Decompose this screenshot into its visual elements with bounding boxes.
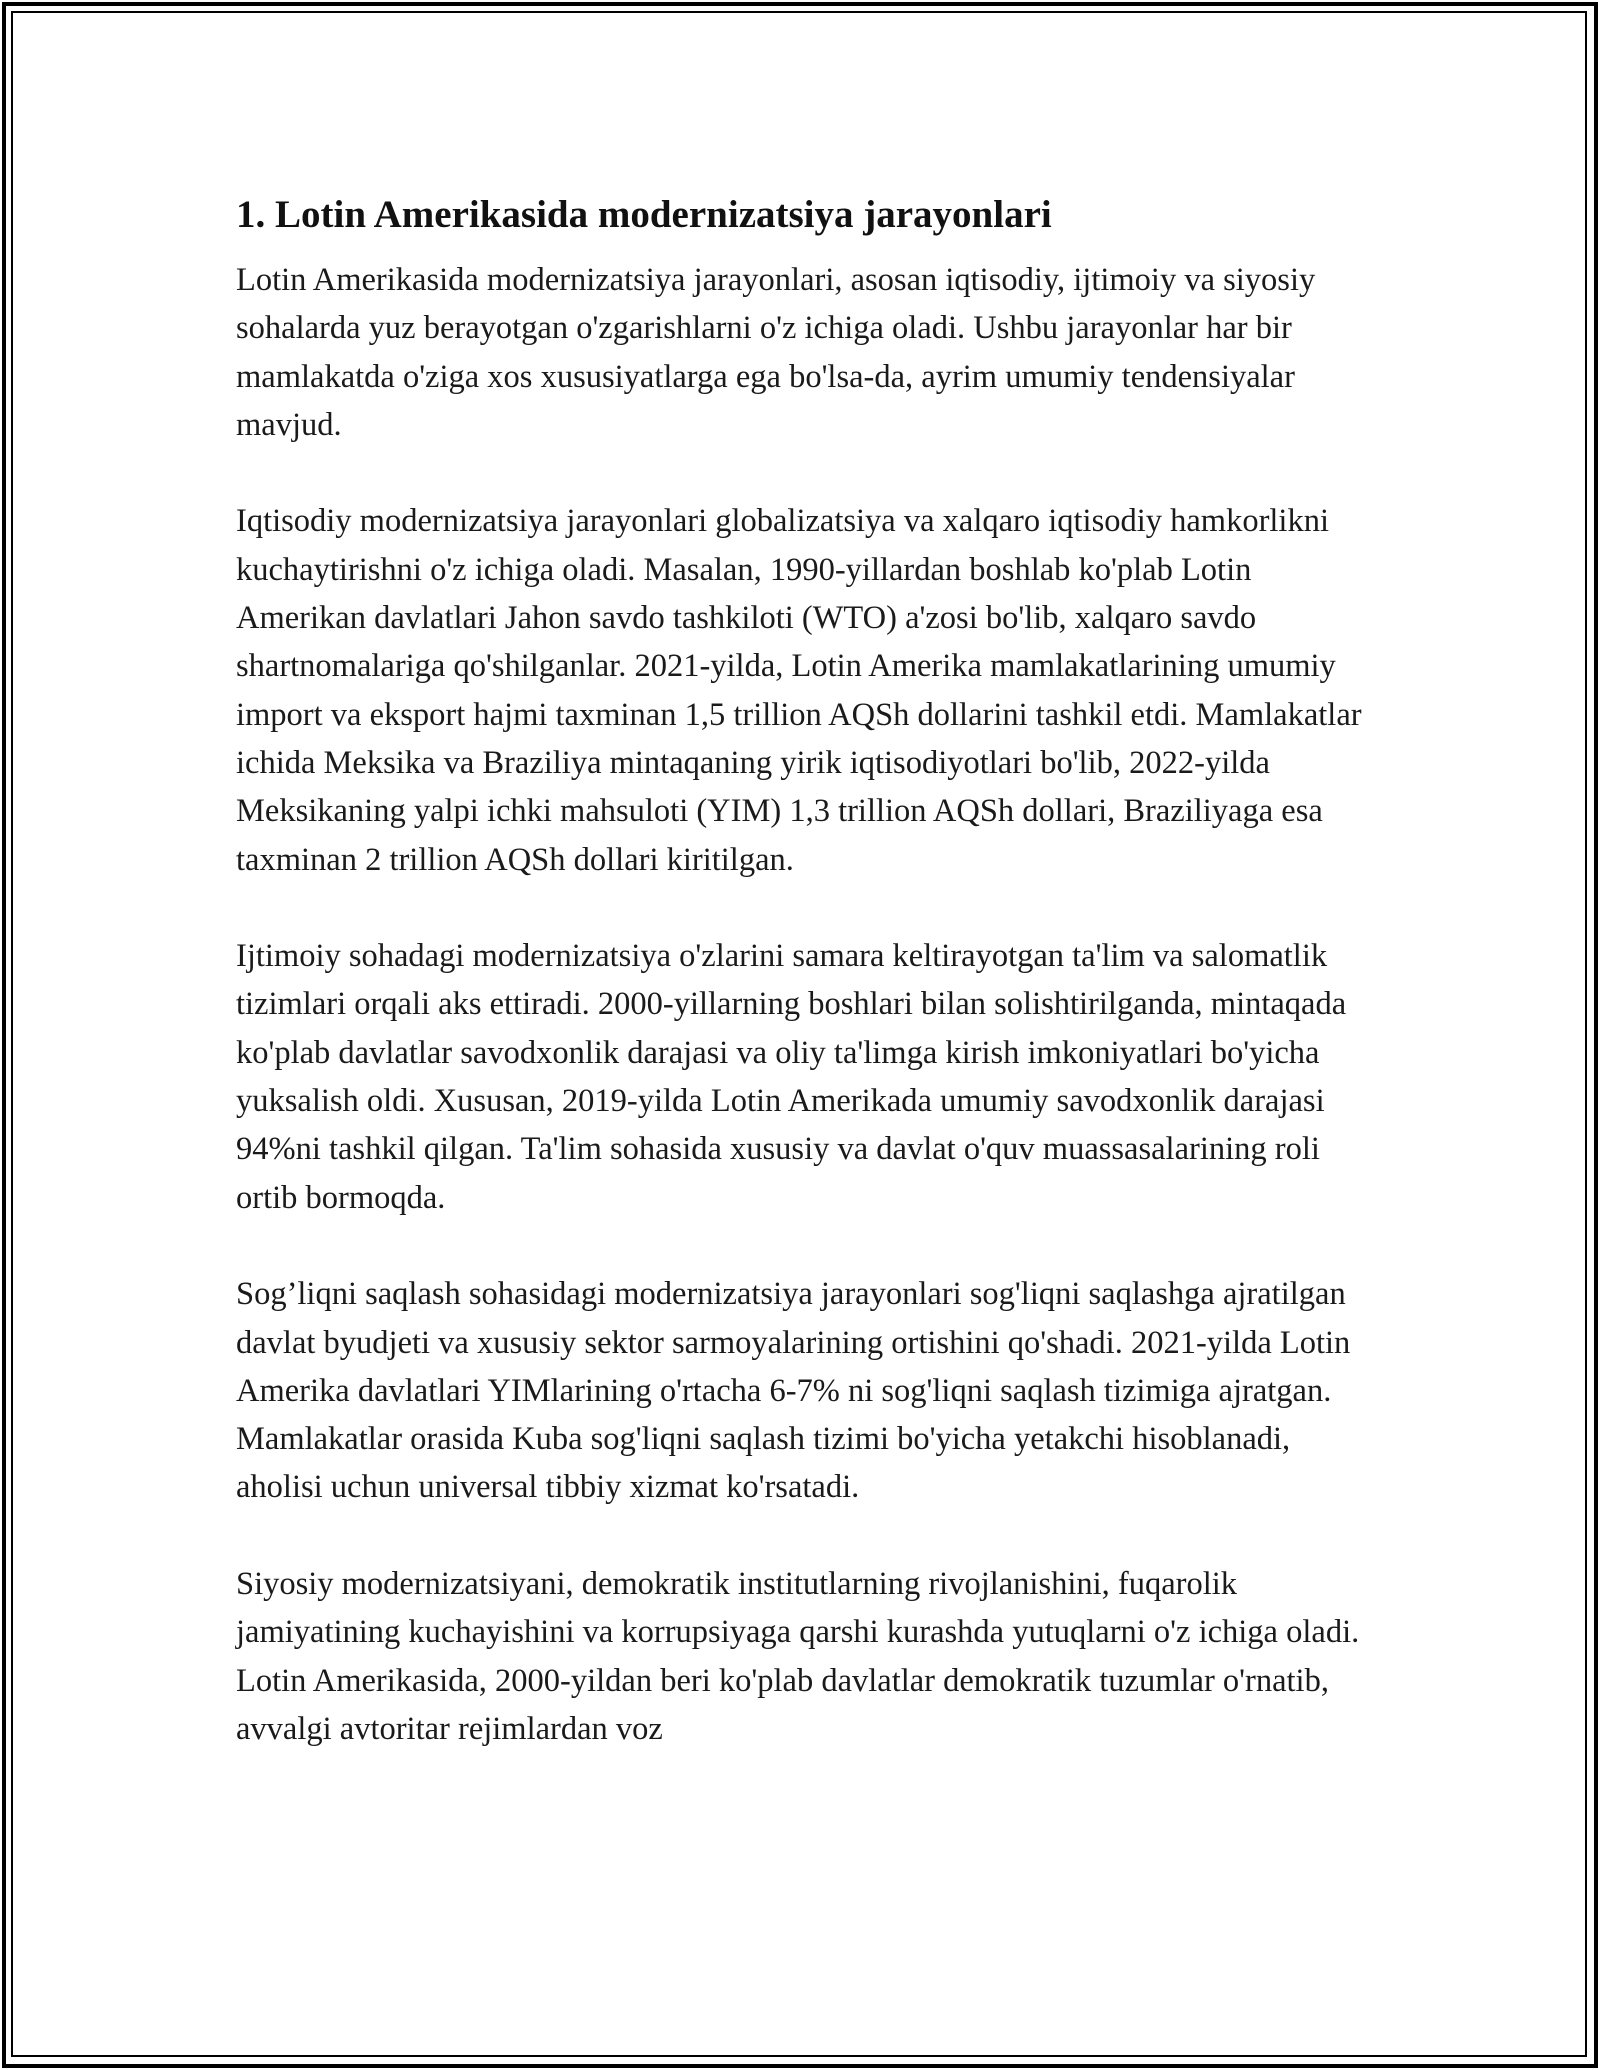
paragraph-social: Ijtimoiy sohadagi modernizatsiya o'zlarini samara keltirayotgan ta'lim va salomatlik tizimlari orqali aks ettiradi. 2000-yillarning boshlari bilan solishtirilganda, mintaqada ko'plab davlatlar savodxonlik darajasi va oliy ta'limga kirish imkoniyatlari bo'yicha yuksalish oldi. Xususan, 2019-yilda Lotin Amerikada umumiy savodxonlik darajasi 94%ni tashkil qilgan. Ta'lim sohasida xususiy va davlat o'quv muassasalarining roli ortib bormoqda. (236, 938, 1347, 1216)
section-heading: 1. Lotin Amerikasida modernizatsiya jarayonlari (236, 193, 1052, 236)
paragraph-economic: Iqtisodiy modernizatsiya jarayonlari globalizatsiya va xalqaro iqtisodiy hamkorlikni kuchaytirishni o'z ichiga oladi. Masalan, 1990-yillardan boshlab ko'plab Lotin Amerikan davlatlari Jahon savdo tashkiloti (WTO) a'zosi bo'lib, xalqaro savdo shartnomalariga qo'shilganlar. 2021-yilda, Lotin Amerika mamlakatlarining umumiy import va eksport hajmi taxminan 1,5 trillion AQSh dollarini tashkil etdi. Mamlakatlar ichida Meksika va Braziliya mintaqaning yirik iqtisodiyotlari bo'lib, 2022-yilda Meksikaning yalpi ichki mahsuloti (YIM) 1,3 trillion AQSh dollari, Braziliyaga esa taxminan 2 trillion AQSh dollari kiritilgan. (236, 503, 1362, 878)
document-body (236, 180, 1376, 1753)
paragraph-intro: Lotin Amerikasida modernizatsiya jarayonlari, asosan iqtisodiy, ijtimoiy va siyosiy sohalarda yuz berayotgan o'zgarishlarni o'z ichiga oladi. Ushbu jarayonlar har bir mamlakatda o'ziga xos xususiyatlarga ega bo'lsa-da, ayrim umumiy tendensiyalar mavjud. (236, 262, 1316, 443)
paragraph-health: Sog’liqni saqlash sohasidagi modernizatsiya jarayonlari sog'liqni saqlashga ajratilgan davlat byudjeti va xususiy sektor sarmoyalarining ortishini qo'shadi. 2021-yilda Lotin Amerika davlatlari YIMlarining o'rtacha 6-7% ni sog'liqni saqlash tizimiga ajratgan. Mamlakatlar orasida Kuba sog'liqni saqlash tizimi bo'yicha yetakchi hisoblanadi, aholisi uchun universal tibbiy xizmat ko'rsatadi. (236, 1276, 1351, 1506)
paragraph-political: Siyosiy modernizatsiyani, demokratik institutlarning rivojlanishini, fuqarolik jamiyatining kuchayishini va korrupsiyaga qarshi kurashda yutuqlarni o'z ichiga oladi. Lotin Amerikasida, 2000-yildan beri ko'plab davlatlar demokratik tuzumlar o'rnatib, avvalgi avtoritar rejimlardan voz (236, 1566, 1360, 1747)
